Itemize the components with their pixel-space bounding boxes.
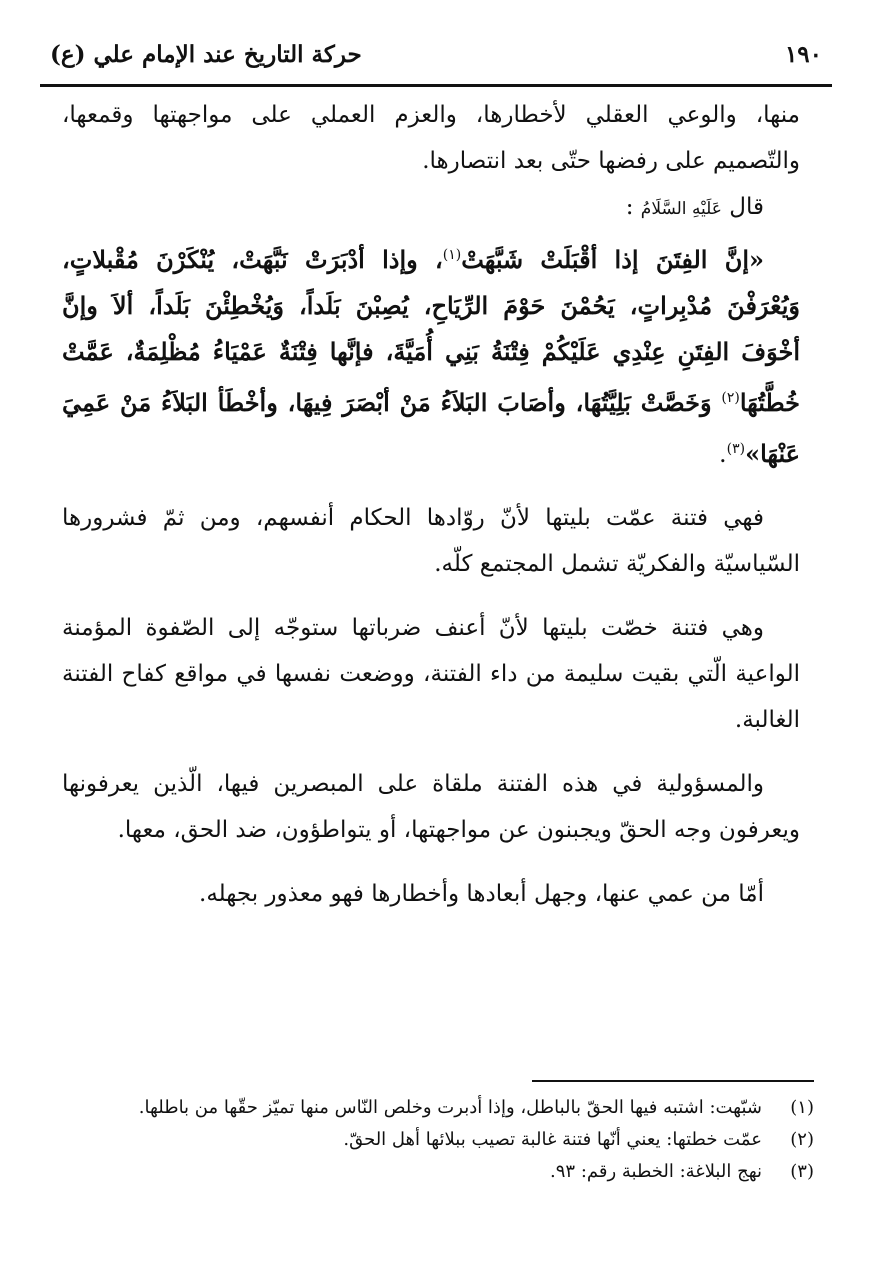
said-suffix: : — [625, 194, 634, 220]
footnote-2 — [66, 1126, 814, 1154]
header-rule — [40, 84, 832, 87]
running-title: حركة التاريخ عند الإمام علي (ع) — [50, 40, 362, 68]
paragraph-5: أمّا من عمي عنها، وجهل أبعادها وأخطارها فهو معذور بجهله. — [199, 881, 764, 907]
paragraph-3: وهي فتنة خصّت بليتها لأنّ أعنف ضرباتها ستوجّه إلى الصّفوة المؤمنة الواعية الّتي بقيت سليمة من داء الفتنة، ووضعت نفسها في مواقع كفاح الفتنة الغالبة. — [62, 615, 800, 733]
said-line — [62, 184, 800, 232]
footnote-number: (٣) — [790, 1161, 814, 1182]
quote-part-3: وَخَصَّتْ بَلِيَّتُهَا، وأصَابَ البَلاَءُ مَنْ أبْصَرَ فِيهَا، وأخْطَأ البَلاَءُ مَنْ عَمِيَ عَنْهَا» — [62, 388, 800, 468]
page-number: ١٩٠ — [784, 40, 822, 68]
said-prefix: قال — [729, 194, 764, 220]
footnote-ref-1[interactable]: (١) — [442, 247, 462, 263]
footnote-number: (١) — [790, 1097, 814, 1118]
quote-part-1: «إنَّ الفِتَنَ إذا أقْبَلَتْ شَبَّهَتْ — [461, 245, 765, 274]
footnotes — [66, 1094, 814, 1190]
honorific-glyph: عَلَيْهِ السَّلَامُ — [640, 199, 722, 219]
footnote-3 — [66, 1158, 814, 1186]
paragraph-2: فهي فتنة عمّت بليتها لأنّ روّادها الحكام أنفسهم، ومن ثمّ فشرورها السّياسيّة والفكريّة تشمل المجتمع كلّه. — [62, 505, 800, 577]
footnote-text: عمّت خطتها: يعني أنّها فتنة غالبة تصيب ببلائها أهل الحقّ. — [343, 1129, 762, 1150]
paragraph-1: منها، والوعي العقلي لأخطارها، والعزم العملي على مواجهتها وقمعها، والتّصميم على رفضها حتّى بعد انتصارها. — [62, 102, 800, 174]
footnote-number: (٢) — [790, 1129, 814, 1150]
footnote-text: شبّهت: اشتبه فيها الحقّ بالباطل، وإذا أدبرت وخلص النّاس منها تميّز حقّها من باطلها. — [138, 1097, 762, 1118]
footnote-text: نهج البلاغة: الخطبة رقم: ٩٣. — [550, 1161, 762, 1182]
footnote-ref-3[interactable]: (٣) — [726, 441, 746, 457]
quote-end: . — [718, 440, 727, 468]
paragraph-4: والمسؤولية في هذه الفتنة ملقاة على المبصرين فيها، الّذين يعرفونها ويعرفون وجه الحقّ ويجبنون عن مواجهتها، أو يتواطؤون، ضد الحق، معها. — [62, 771, 800, 843]
footnote-ref-2[interactable]: (٢) — [721, 390, 740, 406]
main-text — [62, 92, 800, 917]
page-header — [50, 28, 822, 80]
footnote-rule — [532, 1080, 814, 1082]
quote-part-2: ، وإذا أدْبَرَتْ نَبَّهَتْ، يُنْكَرْنَ مُقْبلاتٍ، وَيُعْرَفْنَ مُدْبِراتٍ، يَحُمْنَ حَوْمَ الرِّيَاحِ، يُصِبْنَ بَلَداً، وَيُخْطِئْنَ بَلَداً، ألاَ وإنَّ أخْوَفَ الفِتَنِ عِنْدِي عَلَيْكُمْ فِتْنَةُ بَنِي أُمَيَّةَ، فإنَّها فِتْنَةٌ عَمْيَاءُ مُظْلِمَةٌ، عَمَّتْ خُطَّتُهَا — [62, 245, 800, 417]
quotation — [62, 232, 800, 477]
footnote-1 — [66, 1094, 814, 1122]
